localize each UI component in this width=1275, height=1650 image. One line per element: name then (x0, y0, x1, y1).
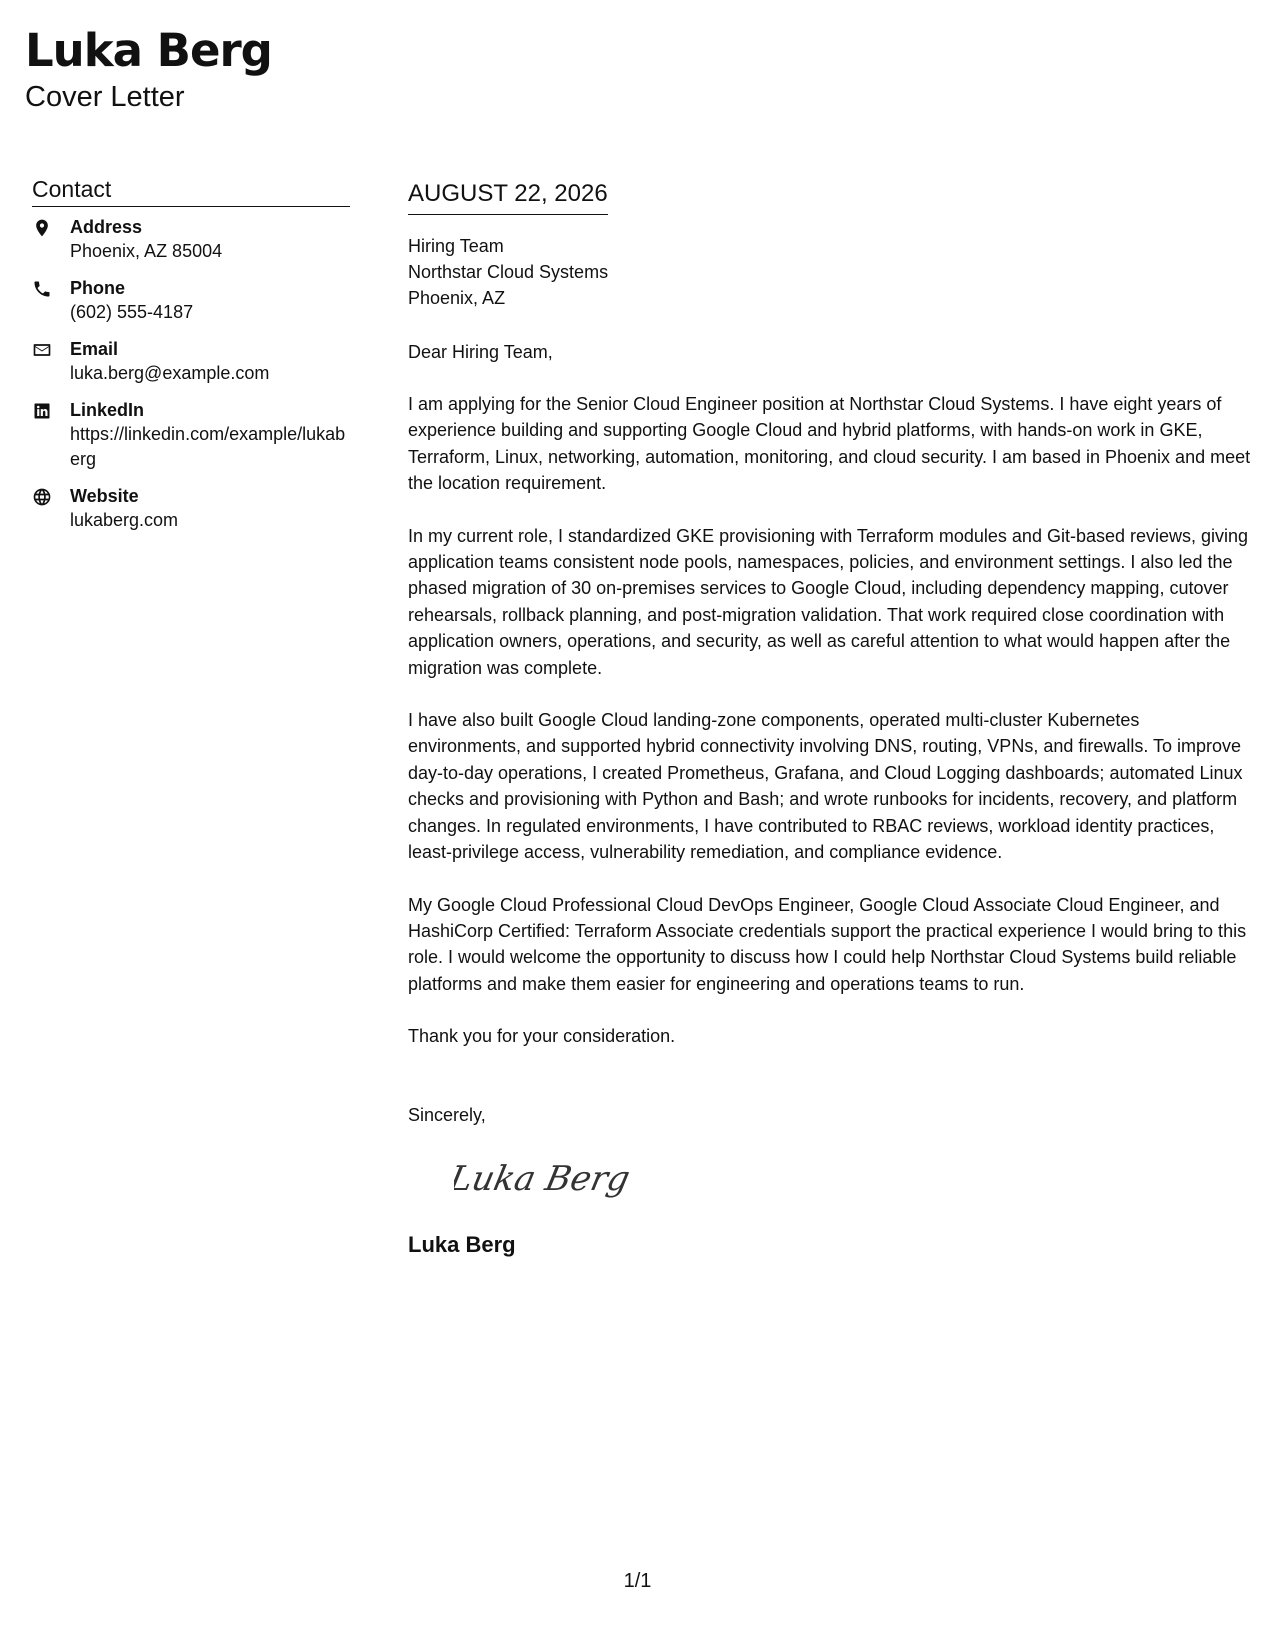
contact-label: LinkedIn (70, 400, 145, 420)
salutation: Dear Hiring Team, (408, 342, 553, 362)
applicant-name: Luka Berg (25, 24, 272, 77)
contact-linkedin (32, 398, 350, 472)
signature-graphic (454, 1150, 634, 1210)
signature-text: Luka Berg (454, 1158, 634, 1199)
contact-value: (602) 555-4187 (70, 302, 194, 322)
recipient-line: Phoenix, AZ (408, 288, 506, 308)
contact-label: Phone (70, 278, 126, 298)
body-paragraph: Thank you for your consideration. (408, 1026, 676, 1047)
email-icon (32, 337, 70, 361)
recipient-block (408, 233, 1253, 311)
contact-value: luka.berg@example.com (70, 363, 270, 383)
letter-header (25, 22, 272, 114)
body-paragraph: In my current role, I standardized GKE provisioning with Terraform modules and Git-based reviews, giving application teams consistent node pools, namespaces, policies, and environment settings. I also led the phased migration of 30 on-premises services to Google Cloud, including dependency mapping, cutover rehearsals, rollback planning, and post-migration validation. That work required close coordination with application owners, operations, and security, as well as careful attention to what would happen after the migration was complete. (408, 525, 1249, 678)
closing: Sincerely, (408, 1104, 486, 1125)
body-paragraph: I have also built Google Cloud landing-zone components, operated multi-cluster Kubernetes environments, and supported hybrid connectivity involving DNS, routing, VPNs, and firewalls. To improve day-to-day operations, I created Prometheus, Grafana, and Cloud Logging dashboards; automated Linux checks and provisioning with Python and Bash; and wrote runbooks for incidents, recovery, and platform changes. In regulated environments, I have contributed to RBAC reviews, workload identity practices, least-privilege access, vulnerability remediation, and compliance evidence. (408, 710, 1243, 863)
contact-email (32, 337, 350, 386)
signer-name: Luka Berg (408, 1231, 516, 1257)
contact-value: lukaberg.com (70, 510, 179, 530)
recipient-line: Northstar Cloud Systems (408, 262, 609, 282)
letter-body (408, 178, 1253, 1260)
globe-icon (32, 484, 70, 508)
contact-label: Website (70, 486, 139, 506)
contact-heading: Contact (32, 174, 350, 207)
document-subtitle: Cover Letter (25, 81, 185, 113)
body-paragraph: My Google Cloud Professional Cloud DevOps Engineer, Google Cloud Associate Cloud Engineer, and HashiCorp Certified: Terraform Associate credentials support the practical experience I would bring to this role. I would welcome the opportunity to discuss how I could help Northstar Cloud Systems build reliable platforms and make them easier for engineering and operations teams to run. (408, 894, 1247, 994)
contact-label: Email (70, 339, 119, 359)
map-pin-icon (32, 215, 70, 239)
linkedin-icon (32, 398, 70, 422)
contact-value: Phoenix, AZ 85004 (70, 241, 223, 261)
recipient-line: Hiring Team (408, 236, 504, 256)
page-number: 1/1 (623, 1570, 652, 1592)
contact-sidebar (32, 174, 350, 545)
contact-label: Address (70, 217, 143, 237)
contact-website (32, 484, 350, 533)
contact-phone (32, 276, 350, 325)
body-paragraph: I am applying for the Senior Cloud Engineer position at Northstar Cloud Systems. I have eight years of experience building and supporting Google Cloud and hybrid platforms, with hands-on work in GKE, Terraform, Linux, networking, automation, monitoring, and cloud security. I am based in Phoenix and meet the location requirement. (408, 394, 1251, 494)
contact-address (32, 215, 350, 264)
contact-value: https://linkedin.com/example/lukaberg (70, 424, 346, 469)
letter-date: AUGUST 22, 2026 (408, 178, 608, 215)
handwritten-signature (454, 1150, 634, 1210)
phone-icon (32, 276, 70, 300)
